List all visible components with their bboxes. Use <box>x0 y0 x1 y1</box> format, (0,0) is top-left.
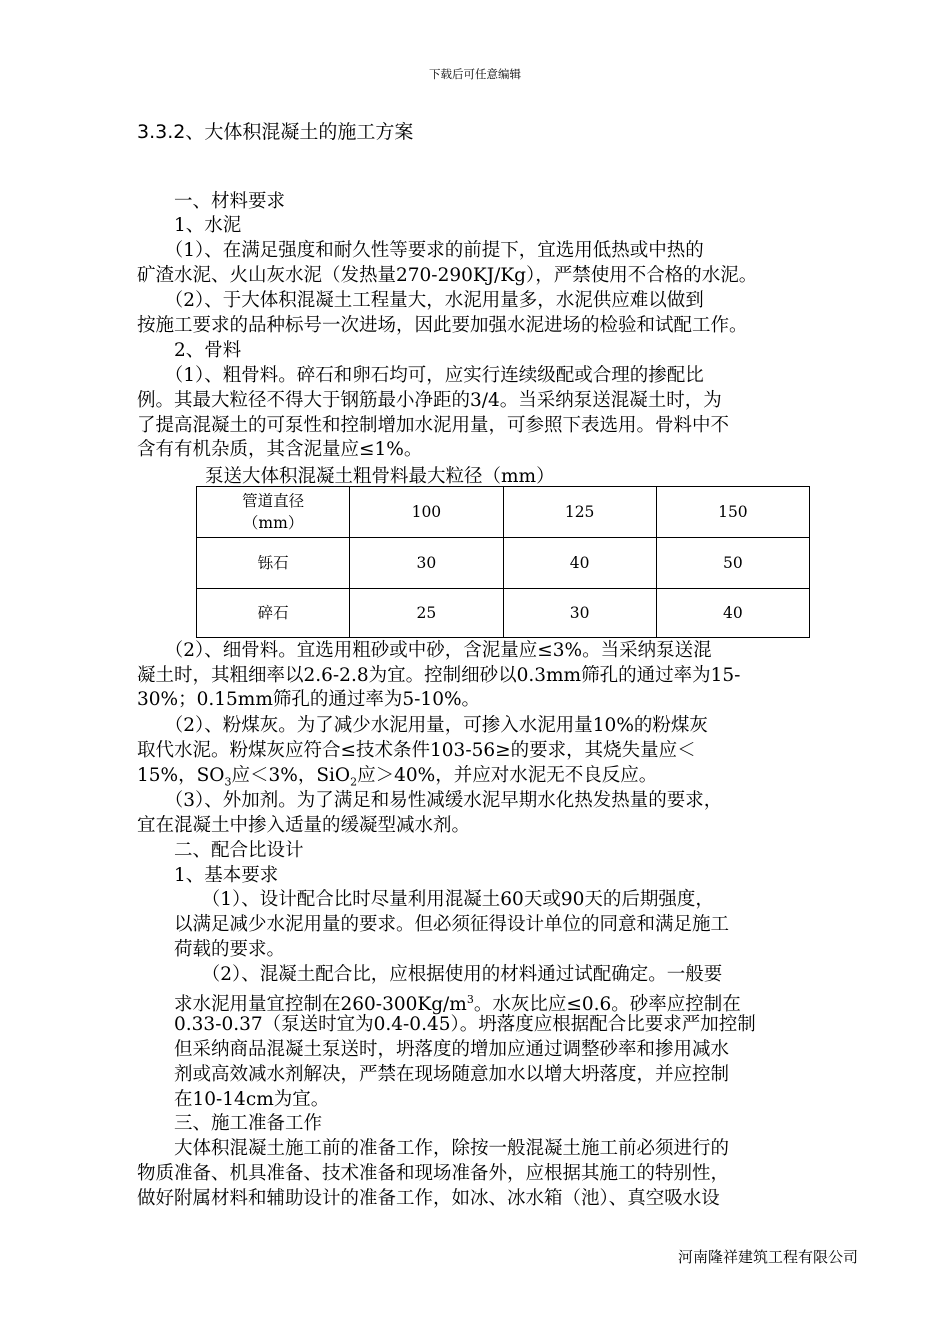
table-cell: 50 <box>656 538 809 589</box>
table-caption: 泵送大体积混凝土粗骨料最大粒径（mm） <box>205 466 555 487</box>
table-header-cell: 150 <box>656 487 809 538</box>
section-title: 3.3.2、大体积混凝土的施工方案 <box>137 121 414 143</box>
table-cell: 25 <box>350 589 503 638</box>
subscript: 3 <box>224 775 232 789</box>
dosage-text: 求水泥用量宜控制在260-300Kg/m <box>137 994 467 1016</box>
paragraph-line: （1）、在满足强度和耐久性等要求的前提下，宜选用低热或中热的 <box>137 240 704 261</box>
subheading-basic-requirements: 1、基本要求 <box>137 865 279 886</box>
paragraph-line: 30%；0.15mm筛孔的通过率为5-10%。 <box>137 689 481 710</box>
header-label-line1: 管道直径 <box>242 492 305 510</box>
paragraph-line: 取代水泥。粉煤灰应符合≤技术条件103-56≥的要求，其烧失量应＜ <box>137 740 696 761</box>
paragraph-line: 例。其最大粒径不得大于钢筋最小净距的3/4。当采纳泵送混凝土时，为 <box>137 390 722 411</box>
table-cell: 40 <box>503 538 656 589</box>
paragraph-line: 荷载的要求。 <box>137 939 286 960</box>
table-cell: 40 <box>656 589 809 638</box>
table-header-label <box>197 487 350 538</box>
paragraph-line: 但采纳商品混凝土泵送时，坍落度的增加应通过调整砂率和掺用减水 <box>137 1039 730 1060</box>
table-header-row <box>197 487 810 538</box>
aggregate-size-table <box>196 486 810 638</box>
paragraph-line: （1）、设计配合比时尽量利用混凝土60天或90天的后期强度， <box>137 889 714 910</box>
heading-mix-design: 二、配合比设计 <box>137 840 304 861</box>
paragraph-line: 了提高混凝土的可泵性和控制增加水泥用量，可参照下表选用。骨料中不 <box>137 415 730 436</box>
table-header-cell: 125 <box>503 487 656 538</box>
table-row <box>197 589 810 638</box>
paragraph-line: 宜在混凝土中掺入适量的缓凝型减水剂。 <box>137 815 471 836</box>
paragraph-line: 矿渣水泥、火山灰水泥（发热量270-290KJ/Kg），严禁使用不合格的水泥。 <box>137 265 758 286</box>
chem-text: 应＞40%，并应对水泥无不良反应。 <box>357 765 658 786</box>
paragraph-line: 在10-14cm为宜。 <box>137 1089 330 1110</box>
table-row <box>197 538 810 589</box>
paragraph-line: （3）、外加剂。为了满足和易性减缓水泥早期水化热发热量的要求， <box>137 790 723 811</box>
paragraph-line: 大体积混凝土施工前的准备工作，除按一般混凝土施工前必须进行的 <box>137 1138 730 1159</box>
paragraph-line: 凝土时，其粗细率以2.6-2.8为宜。控制细砂以0.3mm筛孔的通过率为15- <box>137 665 741 686</box>
table-cell: 30 <box>350 538 503 589</box>
table-row-label: 碎石 <box>197 589 350 638</box>
paragraph-line: （2）、于大体积混凝土工程量大，水泥用量多，水泥供应难以做到 <box>137 290 704 311</box>
heading-preparation: 三、施工准备工作 <box>137 1113 323 1134</box>
paragraph-line: 含有有机杂质，其含泥量应≤1%。 <box>137 439 423 460</box>
superscript: 3 <box>466 993 474 1006</box>
paragraph-line: （2）、细骨料。宜选用粗砂或中砂，含泥量应≤3%。当采纳泵送混 <box>137 640 712 661</box>
heading-materials: 一、材料要求 <box>137 191 286 212</box>
header-label-line2: （mm） <box>242 514 304 532</box>
paragraph-line: 物质准备、机具准备、技术准备和现场准备外，应根据其施工的特别性， <box>137 1163 730 1184</box>
table-cell: 30 <box>503 589 656 638</box>
paragraph-line: （2）、混凝土配合比，应根据使用的材料通过试配确定。一般要 <box>137 964 723 985</box>
table-row-label: 铄石 <box>197 538 350 589</box>
dosage-text: 。水灰比应≤0.6。砂率应控制在 <box>473 994 741 1016</box>
paragraph-line: 0.33-0.37（泵送时宜为0.4-0.45）。坍落度应根据配合比要求严加控制 <box>137 1014 756 1035</box>
paragraph-line: （2）、粉煤灰。为了减少水泥用量，可掺入水泥用量10%的粉煤灰 <box>137 715 708 736</box>
paragraph-line: 剂或高效减水剂解决，严禁在现场随意加水以增大坍落度，并应控制 <box>137 1064 730 1085</box>
paragraph-line: （1）、粗骨料。碎石和卵石均可，应实行连续级配或合理的掺配比 <box>137 365 704 386</box>
subheading-aggregate: 2、骨料 <box>137 340 242 361</box>
chem-text: 15%，SO <box>137 765 225 786</box>
paragraph-line: 以满足减少水泥用量的要求。但必须征得设计单位的同意和满足施工 <box>137 914 730 935</box>
subheading-cement: 1、水泥 <box>137 215 242 236</box>
paragraph-line: 做好附属材料和辅助设计的准备工作，如冰、冰水箱（池）、真空吸水设 <box>137 1188 720 1209</box>
paragraph-line: 按施工要求的品种标号一次进场，因此要加强水泥进场的检验和试配工作。 <box>137 315 748 336</box>
subscript: 2 <box>350 775 358 789</box>
header-note: 下载后可任意编辑 <box>429 67 521 81</box>
table-header-cell: 100 <box>350 487 503 538</box>
footer-company: 河南隆祥建筑工程有限公司 <box>677 1248 858 1266</box>
chem-text: 应＜3%，SiO <box>231 765 351 786</box>
